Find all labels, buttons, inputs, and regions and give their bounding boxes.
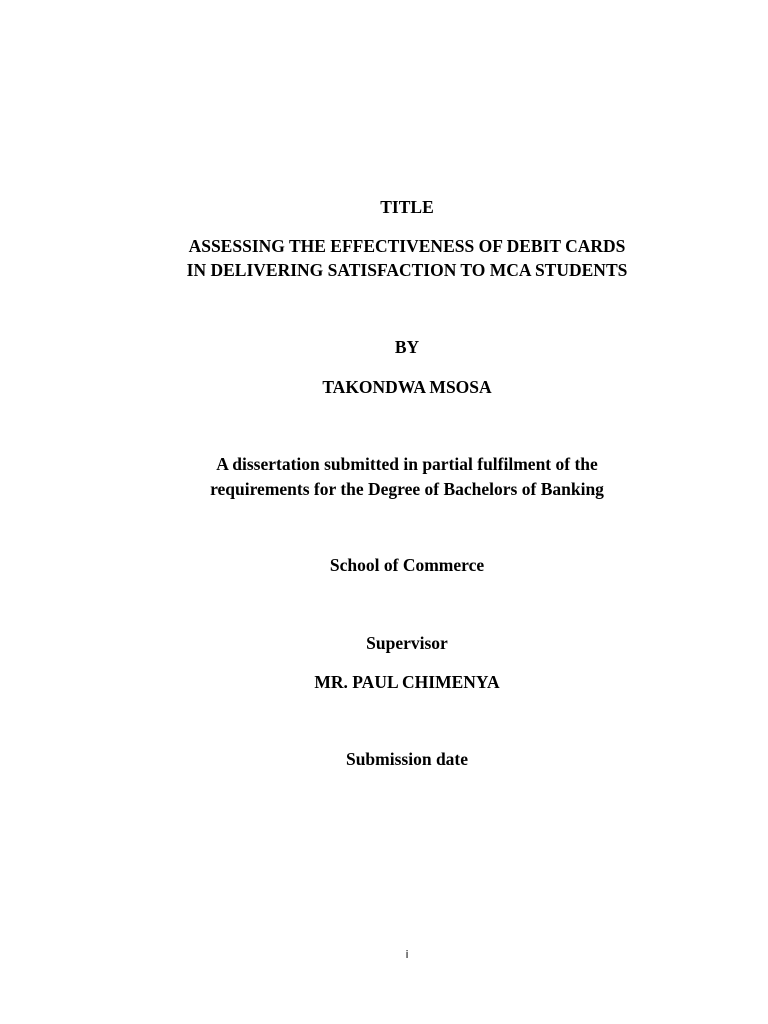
author-name: TAKONDWA MSOSA bbox=[322, 377, 492, 397]
dissertation-title-line-2: IN DELIVERING SATISFACTION TO MCA STUDENTS bbox=[186, 260, 628, 280]
submission-date-label: Submission date bbox=[345, 749, 469, 769]
page-number: i bbox=[405, 948, 409, 961]
supervisor-label: Supervisor bbox=[366, 633, 448, 653]
supervisor-name: MR. PAUL CHIMENYA bbox=[314, 672, 500, 692]
school-name: School of Commerce bbox=[329, 555, 485, 575]
submission-statement-line-1: A dissertation submitted in partial fulfilment of the bbox=[216, 454, 598, 474]
by-label: BY bbox=[394, 337, 420, 357]
title-label: TITLE bbox=[380, 197, 434, 217]
submission-statement-line-2: requirements for the Degree of Bachelors of Banking bbox=[210, 479, 604, 499]
dissertation-title-line-1: ASSESSING THE EFFECTIVENESS OF DEBIT CARDS bbox=[188, 236, 626, 256]
